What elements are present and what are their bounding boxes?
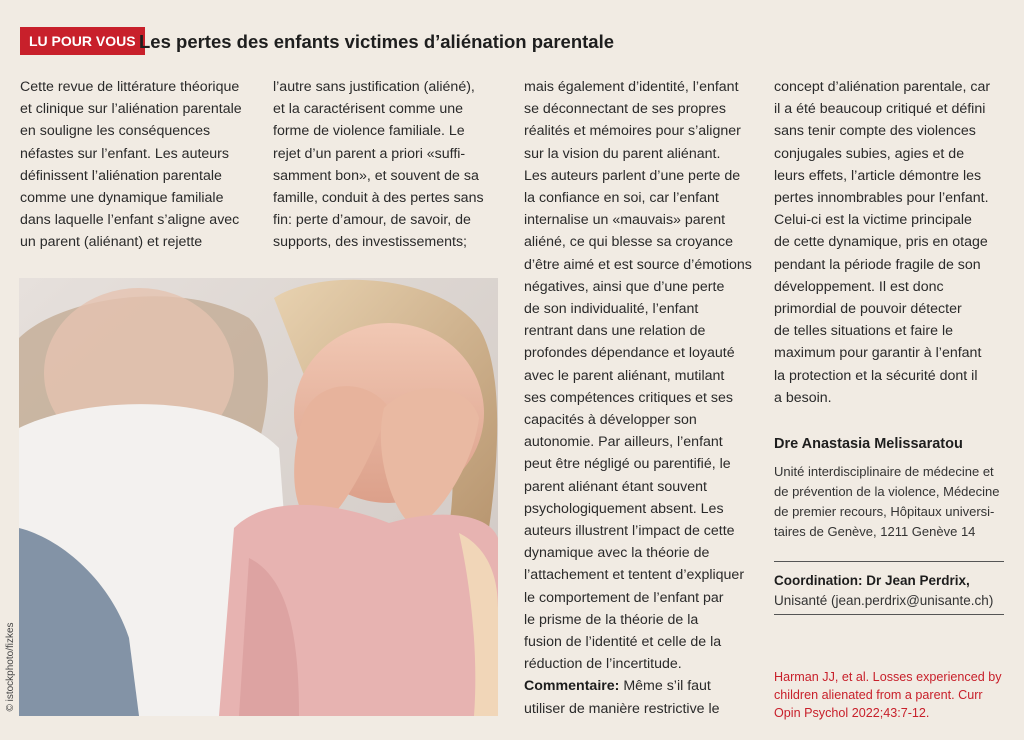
divider-bottom (774, 614, 1004, 615)
photo-credit: © istockphoto/fizkes (4, 622, 16, 712)
text-line: utiliser de manière restrictive le (524, 700, 720, 717)
text-line: capacités à développer son (524, 412, 697, 429)
text-line: auteurs illustrent l’impact de cette (524, 523, 735, 540)
text-line: a besoin. (774, 389, 832, 406)
text-line: Les auteurs parlent d’une perte de (524, 167, 741, 184)
divider-top (774, 561, 1004, 562)
text-line: fin: perte d’amour, de savoir, de (273, 212, 471, 229)
article-title: Les pertes des enfants victimes d’aliénation parentale (139, 31, 615, 52)
comment-text: Même s’il faut (619, 678, 711, 695)
text-line: Cette revue de littérature théorique (20, 79, 240, 95)
text-line: et clinique sur l’aliénation parentale (20, 101, 242, 118)
text-line: un parent (aliénant) et rejette (20, 234, 203, 251)
coordination-label: Coordination: Dr Jean Perdrix, (774, 573, 970, 588)
text-column-1 (20, 76, 242, 254)
text-line: leurs effets, l’article démontre les (774, 167, 982, 184)
reference-line: Opin Psychol 2022;43:7-12. (774, 706, 930, 720)
coordination-contact: Unisanté (jean.perdrix@unisante.ch) (774, 593, 994, 608)
comment-label: Commentaire: (524, 678, 620, 695)
author-name: Dre Anastasia Melissaratou (774, 436, 963, 452)
text-line: parent aliénant étant souvent (524, 478, 707, 495)
text-line: sur la vision du parent aliénant. (524, 145, 721, 162)
text-line: primordial de pouvoir détecter (774, 301, 962, 318)
text-line: réduction de l’incertitude. (524, 656, 682, 673)
text-line: internalise un «mauvais» parent (524, 212, 726, 229)
text-line: et la caractérisent comme une (273, 101, 464, 118)
text-line: sans tenir compte des violences (774, 123, 976, 140)
text-line: autonomie. Par ailleurs, l’enfant (524, 434, 723, 451)
text-line: rejet d’un parent a priori «suffi- (273, 145, 466, 162)
text-line: en souligne les conséquences (20, 123, 211, 140)
text-line: de son individualité, l’enfant (524, 301, 699, 318)
text-line: ses compétences critiques et ses (524, 389, 733, 406)
text-line: de telles situations et faire le (774, 323, 954, 340)
affiliation-line: de prévention de la violence, Médecine (774, 484, 1000, 499)
text-line: profondes dépendance et loyauté (524, 345, 735, 362)
text-line: Celui-ci est la victime principale (774, 212, 972, 229)
text-line: le comportement de l’enfant par (524, 589, 724, 606)
section-badge: LU POUR VOUS (20, 27, 145, 55)
reference-citation (774, 668, 1002, 722)
text-column-2 (273, 76, 484, 254)
text-line: la protection et la sécurité dont il (774, 367, 978, 384)
photo-illustration (19, 278, 498, 716)
text-line: supports, des investissements; (273, 234, 467, 251)
text-line: réalités et mémoires pour s’aligner (524, 123, 741, 140)
text-line: il a été beaucoup critiqué et défini (774, 101, 986, 118)
text-line: maximum pour garantir à l’enfant (774, 345, 982, 362)
text-line: comme une dynamique familiale (20, 190, 224, 207)
coordination-block (774, 571, 993, 611)
affiliation-line: Unité interdisciplinaire de médecine et (774, 464, 994, 479)
text-line: pertes innombrables pour l’enfant. (774, 190, 989, 207)
text-line: mais également d’identité, l’enfant (524, 79, 739, 95)
text-line: dans laquelle l’enfant s’aligne avec (20, 212, 240, 229)
text-line: dynamique avec la théorie de (524, 545, 710, 562)
text-line: avec le parent aliénant, mutilant (524, 367, 725, 384)
text-line: de cette dynamique, pris en otage (774, 234, 988, 251)
text-line: conjugales subies, agies et de (774, 145, 965, 162)
author-affiliation (774, 462, 999, 542)
text-line: rentrant dans une relation de (524, 323, 706, 340)
text-line: forme de violence familiale. Le (273, 123, 465, 140)
text-line: psychologiquement absent. Les (524, 500, 724, 517)
text-line: la confiance en soi, car l’enfant (524, 190, 719, 207)
text-column-4 (774, 76, 990, 409)
reference-line: children alienated from a parent. Curr (774, 688, 983, 702)
text-line: d’être aimé et est source d’émotions (524, 256, 752, 273)
reference-line: Harman JJ, et al. Losses experienced by (774, 670, 1002, 684)
text-line: néfastes sur l’enfant. Les auteurs (20, 145, 229, 162)
text-line: famille, conduit à des pertes sans (273, 190, 484, 207)
text-line: fusion de l’identité et celle de la (524, 634, 722, 651)
text-line: l’attachement et tentent d’expliquer (524, 567, 745, 584)
text-line: aliéné, ce qui blesse sa croyance (524, 234, 733, 251)
affiliation-line: taires de Genève, 1211 Genève 14 (774, 524, 976, 539)
text-line: développement. Il est donc (774, 278, 944, 295)
text-line: concept d’aliénation parentale, car (774, 79, 991, 95)
text-line: l’autre sans justification (aliéné), (273, 79, 475, 95)
text-column-3 (524, 76, 752, 720)
text-line: pendant la période fragile de son (774, 256, 981, 273)
text-line: négatives, ainsi que d’une perte (524, 278, 725, 295)
text-line: définissent l’aliénation parentale (20, 167, 222, 184)
text-line: se déconnectant de ses propres (524, 101, 726, 118)
affiliation-line: de premier recours, Hôpitaux universi- (774, 504, 995, 519)
article-photo (19, 278, 498, 716)
text-line: le prisme de la théorie de la (524, 611, 699, 628)
comment-line (524, 675, 752, 697)
text-line: peut être négligé ou parentifié, le (524, 456, 731, 473)
text-line: samment bon», et souvent de sa (273, 167, 479, 184)
